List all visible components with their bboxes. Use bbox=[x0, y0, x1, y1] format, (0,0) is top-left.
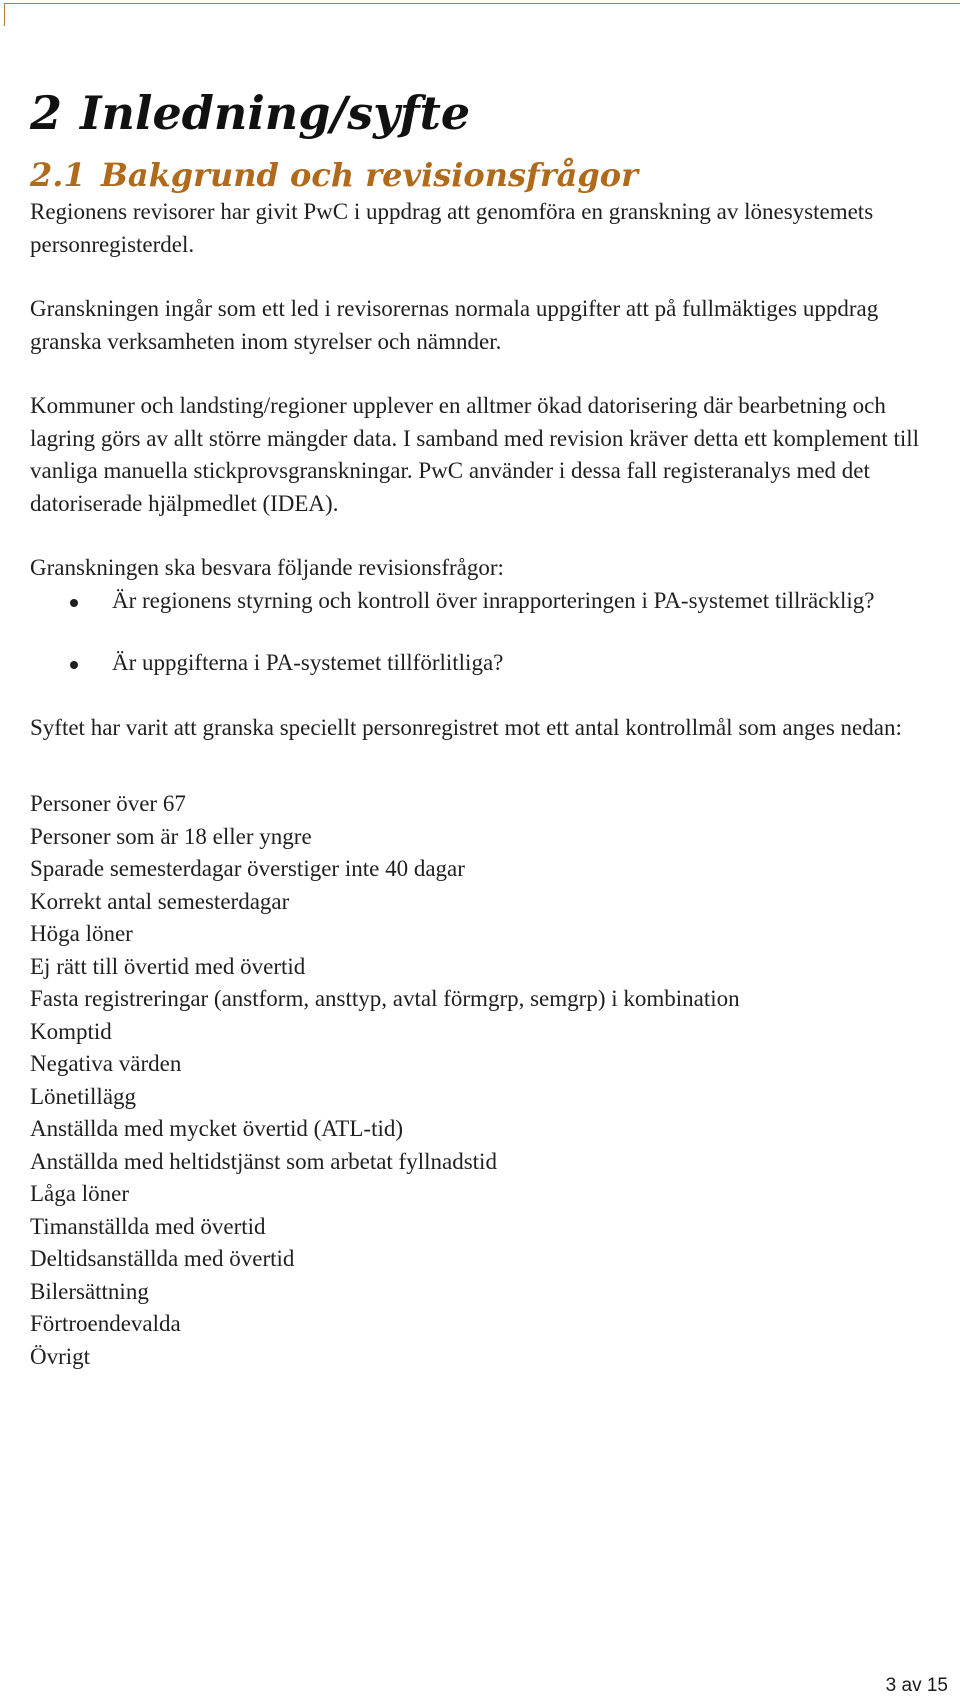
chapter-title: Inledning/syfte bbox=[80, 86, 471, 140]
list-item: Komptid bbox=[30, 1018, 112, 1044]
list-item: Sparade semesterdagar överstiger inte 40 dagar bbox=[30, 856, 465, 881]
page-header-rule bbox=[4, 3, 960, 26]
list-item: Timanställda med övertid bbox=[30, 1213, 266, 1239]
list-item: Fasta registreringar (anstform, ansttyp, avtal förmgrp, semgrp) i kombination bbox=[30, 986, 740, 1011]
page-number: 3 av 15 bbox=[885, 1675, 948, 1696]
bullet-icon bbox=[70, 661, 78, 669]
section-number: 2.1 bbox=[30, 156, 86, 194]
list-item: Låga löner bbox=[30, 1181, 129, 1206]
list-item: Höga löner bbox=[30, 921, 133, 946]
list-item: Personer över 67 bbox=[30, 791, 186, 816]
paragraph-assignment: Regionens revisorer har givit PwC i uppdrag att genomföra en granskning av lönesystemets personregisterdel. bbox=[30, 199, 874, 257]
list-item: Bilersättning bbox=[30, 1278, 149, 1304]
paragraph-purpose: Syftet har varit att granska speciellt personregistret mot ett antal kontrollmål som anges nedan: bbox=[30, 714, 902, 740]
list-item: Övrigt bbox=[30, 1343, 91, 1369]
list-item bbox=[30, 585, 950, 618]
control-goals-list bbox=[30, 788, 950, 1373]
list-item: Ej rätt till övertid med övertid bbox=[30, 953, 306, 979]
section-heading bbox=[30, 152, 950, 198]
list-item bbox=[30, 647, 950, 680]
paragraph-scope: Granskningen ingår som ett led i revisorernas normala uppgifter att på fullmäktiges uppdrag granska verksamheten inom styrelser och nämnder. bbox=[30, 296, 879, 354]
list-item: Lönetillägg bbox=[30, 1083, 137, 1109]
list-item: Anställda med mycket övertid (ATL-tid) bbox=[30, 1116, 404, 1141]
list-item: Korrekt antal semesterdagar bbox=[30, 888, 290, 914]
list-item: Deltidsanställda med övertid bbox=[30, 1246, 295, 1271]
bullet-icon bbox=[70, 599, 78, 607]
list-item: Personer som är 18 eller yngre bbox=[30, 823, 312, 849]
list-item: Förtroendevalda bbox=[30, 1311, 181, 1336]
document-body bbox=[30, 78, 950, 1373]
audit-questions-list bbox=[30, 585, 950, 680]
list-item: Anställda med heltidstjänst som arbetat fyllnadstid bbox=[30, 1148, 497, 1174]
paragraph-data-analysis: Kommuner och landsting/regioner upplever en alltmer ökad datorisering där bearbetning och lagring görs av allt större mängder data. I samband med revision kräver detta ett komplement till vanliga manuella stickprovsgranskningar. PwC använder i dessa fall registeranalys med det datoriserade hjälpmedlet (IDEA). bbox=[30, 393, 920, 516]
question-text: Är uppgifterna i PA-systemet tillförlitliga? bbox=[112, 650, 504, 675]
question-text: Är regionens styrning och kontroll över inrapporteringen i PA-systemet tillräcklig? bbox=[112, 587, 875, 613]
paragraph-questions-intro: Granskningen ska besvara följande revisionsfrågor: bbox=[30, 555, 504, 580]
list-item: Negativa värden bbox=[30, 1051, 182, 1076]
section-title: Bakgrund och revisionsfrågor bbox=[100, 156, 638, 194]
chapter-heading bbox=[30, 78, 950, 148]
chapter-number: 2 bbox=[30, 86, 63, 140]
